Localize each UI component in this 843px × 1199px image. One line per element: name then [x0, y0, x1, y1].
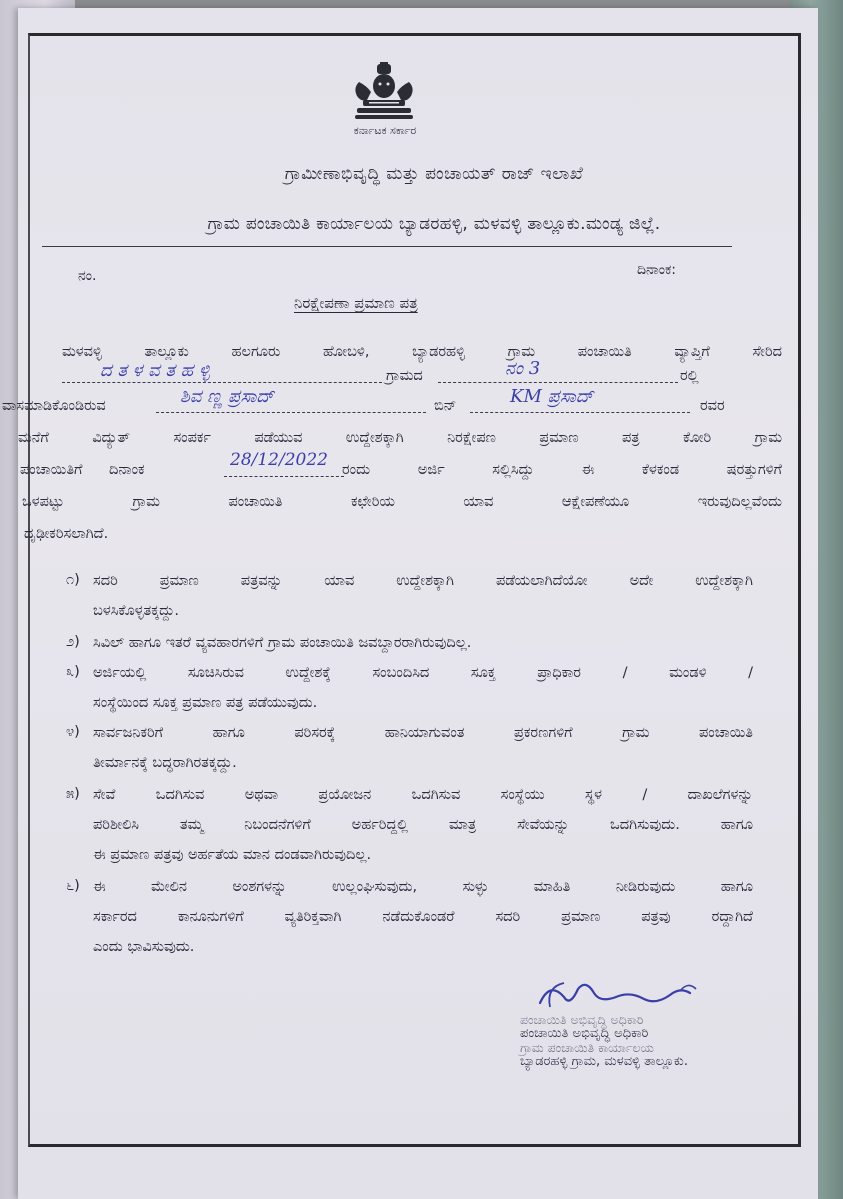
line5-prefix-wrap	[20, 462, 230, 478]
place-suffix: ರಲ್ಲಿ	[680, 368, 699, 384]
handwritten-applicant-name: ಶಿವ ಣ್ಣ ಪ್ರಸಾದ್	[180, 386, 274, 407]
father-blank	[470, 412, 690, 413]
condition-line: ಸಿವಿಲ್ ಹಾಗೂ ಇತರೆ ವ್ಯವಹಾರಗಳಿಗೆ ಗ್ರಾಮ ಪಂಚಾಯಿತಿ ಜವಬ್ದಾರರಾಗಿರುವುದಿಲ್ಲ.	[93, 635, 472, 651]
resident-prefix-text: ವಾಸಮಾಡಿಕೊಂಡಿರುವ	[2, 398, 106, 414]
body-line-1: ಮಳವಳ್ಳಿ ತಾಲ್ಲೂಕು ಹಲಗೂರು ಹೋಬಳಿ, ಬ್ಯಾಡರಹಳ್ಳಿ ಗ್ರಾಮ ಪಂಚಾಯಿತಿ ವ್ಯಾಪ್ತಿಗೆ ಸೇರಿದ	[62, 344, 782, 360]
handwritten-application-date: 28/12/2022	[230, 450, 328, 470]
condition-line: ಈ ಪ್ರಮಾಣ ಪತ್ರವು ಅರ್ಹತೆಯ ಮಾನ ದಂಡವಾಗಿರುವುದಿಲ್ಲ.	[93, 847, 372, 863]
office-address: ಗ್ರಾಮ ಪಂಚಾಯಿತಿ ಕಾರ್ಯಾಲಯ ಬ್ಯಾಡರಹಳ್ಳಿ, ಮಳವಳ್ಳಿ ತಾಲ್ಲೂಕು.ಮಂಡ್ಯ ಜಿಲ್ಲೆ.	[207, 214, 661, 234]
body-line-7-wrap	[24, 526, 230, 542]
handwritten-house-no: ನಂ 3	[505, 358, 541, 379]
resident-prefix	[2, 398, 150, 414]
condition-number: ೩)	[66, 664, 80, 680]
condition-number: ೬)	[66, 878, 80, 894]
department-name: ಗ್ರಾಮೀಣಾಭಿವೃದ್ಧಿ ಮತ್ತು ಪಂಚಾಯತ್ ರಾಜ್ ಇಲಾಖೆ	[284, 164, 584, 184]
son-of-label: ಬಿನ್	[434, 398, 457, 414]
condition-line: ಅರ್ಜಿಯಲ್ಲಿ ಸೂಚಿಸಿರುವ ಉದ್ದೇಶಕ್ಕೆ ಸಂಬಂದಿಸಿದ ಸೂಕ್ತ ಪ್ರಾಧಿಕಾರ / ಮಂಡಳಿ /	[93, 665, 753, 681]
condition-item	[93, 872, 753, 962]
handwritten-village: ದ ತ ಳ ವ ತ ಹ ಳ್ಳಿ	[100, 360, 210, 381]
line5-suffix: ರಂದು ಅರ್ಜಿ ಸಲ್ಲಿಸಿದ್ದು ಈ ಕೆಳಕಂಡ ಷರತ್ತುಗಳಿಗೆ	[342, 462, 782, 478]
date-label: ದಿನಾಂಕ:	[637, 262, 676, 278]
seal-line-2: ಗ್ರಾಮ ಪಂಚಾಯಿತಿ ಕಾರ್ಯಾಲಯ	[520, 1040, 654, 1055]
reference-number-label: ನಂ.	[78, 268, 97, 284]
seal-line-1-dup: ಪಂಚಾಯಿತಿ ಅಭಿವೃದ್ಧಿ ಅಧಿಕಾರಿ	[520, 1026, 649, 1041]
condition-line: ಪರಿಶೀಲಿಸಿ ತಮ್ಮ ನಿಬಂದನೆಗಳಿಗೆ ಅರ್ಹರಿದ್ದಲ್ಲಿ ಮಾತ್ರ ಸೇವೆಯನ್ನು ಒದಗಿಸುವುದು. ಹಾಗೂ	[93, 817, 753, 833]
condition-number: ೪)	[66, 724, 80, 740]
condition-line: ಸದರಿ ಪ್ರಮಾಣ ಪತ್ರವನ್ನು ಯಾವ ಉದ್ದೇಶಕ್ಕಾಗಿ ಪಡೆಯಲಾಗಿದೆಯೋ ಅದೇ ಉದ್ದೇಶಕ್ಕಾಗಿ	[93, 573, 753, 589]
body-line-4: ಮನೆಗೆ ವಿದ್ಯುತ್ ಸಂಪರ್ಕ ಪಡೆಯುವ ಉದ್ದೇಶಕ್ಕಾಗಿ ನಿರಕ್ಷೇಪಣ ಪ್ರಮಾಣ ಪತ್ರ ಕೋರಿ ಗ್ರಾಮ	[18, 430, 782, 446]
condition-line: ಬಳಸಿಕೊಳ್ಳತಕ್ಕದ್ದು.	[93, 603, 180, 619]
house-blank	[438, 382, 678, 383]
condition-line: ಈ ಮೇಲಿನ ಅಂಶಗಳನ್ನು ಉಲ್ಲಂಘಿಸುವುದು, ಸುಳ್ಳು ಮಾಹಿತಿ ನೀಡಿರುವುದು ಹಾಗೂ	[93, 879, 753, 895]
village-blank	[62, 382, 382, 383]
condition-line: ತೀರ್ಮಾನಕ್ಕೆ ಬದ್ಧರಾಗಿರತಕ್ಕದ್ದು.	[93, 755, 237, 771]
condition-number: ೫)	[66, 786, 80, 802]
karnataka-emblem-icon	[349, 62, 419, 122]
name-blank	[156, 412, 426, 413]
name-suffix: ರವರ	[700, 398, 725, 414]
condition-number: ೧)	[66, 572, 80, 588]
handwritten-father-name: KM ಪ್ರಸಾದ್	[510, 386, 594, 407]
condition-line: ಸಾರ್ವಜನಿಕರಿಗೆ ಹಾಗೂ ಪರಿಸರಕ್ಕೆ ಹಾನಿಯಾಗುವಂತ ಪ್ರಕರಣಗಳಿಗೆ ಗ್ರಾಮ ಪಂಚಾಯಿತಿ	[93, 725, 753, 741]
certificate-title: ನಿರಕ್ಷೇಪಣಾ ಪ್ರಮಾಣ ಪತ್ರ	[294, 294, 418, 312]
body-line-7: ದೃಢೀಕರಿಸಲಾಗಿದೆ.	[24, 526, 109, 542]
condition-number: ೨)	[66, 634, 80, 650]
line5-prefix: ಪಂಚಾಯಿತಿಗೆ ದಿನಾಂಕ	[20, 462, 145, 478]
condition-item	[93, 658, 753, 718]
condition-line: ಎಂದು ಭಾವಿಸುವುದು.	[93, 939, 195, 955]
condition-item	[93, 718, 753, 778]
seal-line-1: ಪಂಚಾಯಿತಿ ಅಭಿವೃದ್ಧಿ ಅಧಿಕಾರಿ	[520, 1012, 644, 1027]
village-label: ಗ್ರಾಮದ	[386, 368, 423, 384]
header-divider	[42, 246, 732, 247]
body-line-6: ಒಳಪಟ್ಟು ಗ್ರಾಮ ಪಂಚಾಯಿತಿ ಕಛೇರಿಯ ಯಾವ ಆಕ್ಷೇಪಣೆಯೂ ಇರುವುದಿಲ್ಲವೆಂದು	[22, 494, 782, 510]
body-line-6-wrap	[22, 494, 782, 510]
condition-item	[93, 780, 753, 870]
body-line-4-wrap	[18, 430, 782, 446]
condition-line: ಸರ್ಕಾರದ ಕಾನೂನುಗಳಿಗೆ ವ್ಯತಿರಿಕ್ತವಾಗಿ ನಡೆದುಕೊಂಡರೆ ಸದರಿ ಪ್ರಮಾಣ ಪತ್ರವು ರದ್ದಾಗಿದೆ	[93, 909, 753, 925]
condition-item	[93, 628, 753, 658]
date-blank	[224, 476, 344, 477]
condition-line: ಸೇವೆ ಒದಗಿಸುವ ಅಥವಾ ಪ್ರಯೋಜನ ಒದಗಿಸುವ ಸಂಸ್ಥೆಯು ಸ್ಥಳ / ದಾಖಲೆಗಳನ್ನು	[93, 787, 753, 803]
condition-line: ಸಂಸ್ಥೆಯಿಂದ ಸೂಕ್ತ ಪ್ರಮಾಣ ಪತ್ರ ಪಡೆಯುವುದು.	[93, 695, 318, 711]
state-name: ಕರ್ನಾಟಕ ಸರ್ಕಾರ	[353, 124, 417, 137]
seal-line-3: ಬ್ಯಾಡರಹಳ್ಳಿ ಗ್ರಾಮ, ಮಳವಳ್ಳಿ ತಾಲ್ಲೂಕು.	[520, 1054, 688, 1069]
condition-item	[93, 566, 753, 626]
